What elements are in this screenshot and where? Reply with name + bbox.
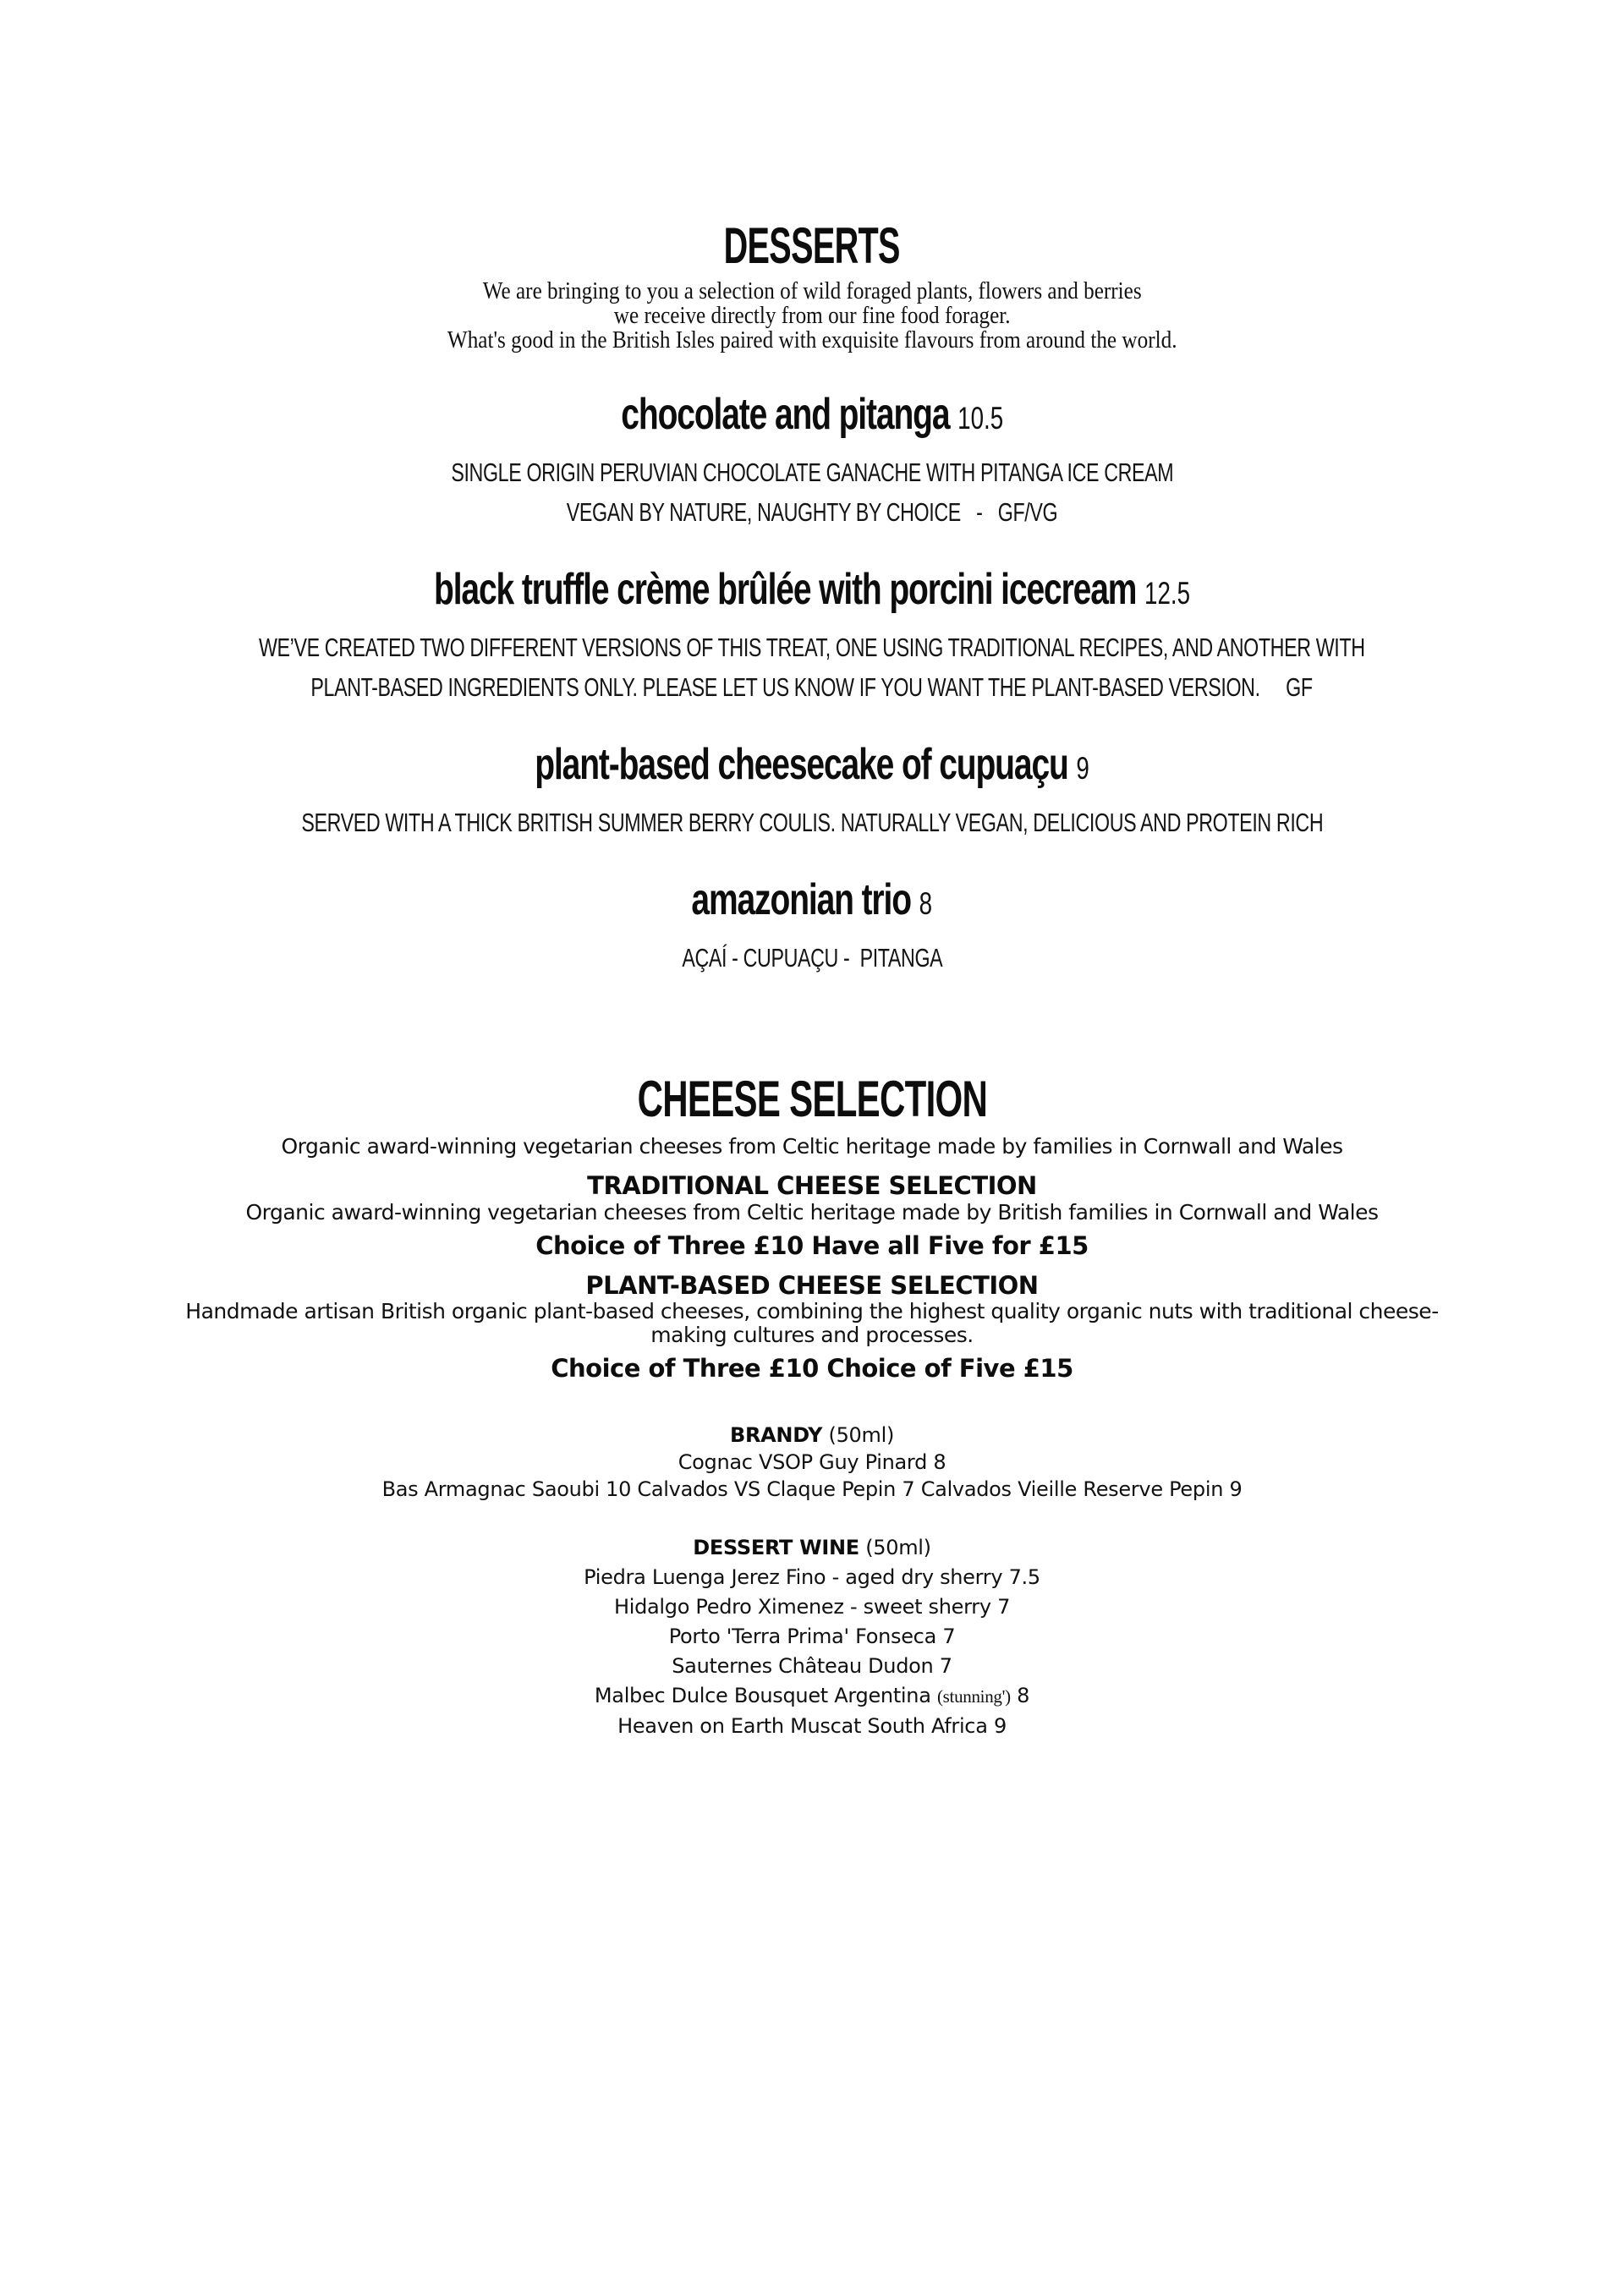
menu-intro bbox=[0, 279, 1624, 353]
dish-plant-based-cheesecake bbox=[0, 742, 1624, 845]
dessert-wine-heading-row bbox=[0, 1533, 1624, 1563]
brandy-heading-row bbox=[0, 1422, 1624, 1449]
wine-item-malbec bbox=[0, 1681, 1624, 1712]
dish-title-row bbox=[0, 742, 1624, 798]
dish-description-line: VEGAN BY NATURE, NAUGHTY BY CHOICE - GF/VG bbox=[566, 497, 1058, 527]
dish-chocolate-and-pitanga bbox=[0, 392, 1624, 534]
brandy-item: Bas Armagnac Saoubi 10 Calvados VS Claque Pepin 7 Calvados Vieille Reserve Pepin 9 bbox=[381, 1477, 1243, 1501]
dish-description-line: AÇAÍ - CUPUAÇU - PITANGA bbox=[682, 943, 942, 973]
dish-name: chocolate and pitanga bbox=[621, 390, 950, 439]
dish-price: 8 bbox=[919, 886, 933, 921]
plant-based-cheese-description: Handmade artisan British organic plant-based cheeses, combining the highest quality organic nuts with traditional cheese-making cultures and processes. bbox=[185, 1299, 1439, 1347]
plant-based-cheese-block bbox=[0, 1272, 1624, 1383]
traditional-cheese-description: Organic award-winning vegetarian cheeses from Celtic heritage made by British families in Cornwall and Wales bbox=[245, 1200, 1379, 1225]
dish-description-line: SINGLE ORIGIN PERUVIAN CHOCOLATE GANACHE WITH PITANGA ICE CREAM bbox=[451, 458, 1173, 487]
dish-title-row bbox=[0, 392, 1624, 448]
cheese-section bbox=[0, 1071, 1624, 1383]
dish-description bbox=[0, 630, 1624, 710]
dish-description-line: PLANT-BASED INGREDIENTS ONLY. PLEASE LET US KNOW IF YOU WANT THE PLANT-BASED VERSION. GF bbox=[310, 672, 1314, 702]
brandy-size-note: (50ml) bbox=[828, 1423, 895, 1447]
dish-title bbox=[621, 392, 1003, 441]
intro-line-3: What's good in the British Isles paired with exquisite flavours from around the world. bbox=[447, 327, 1177, 353]
wine-item-text: Malbec Dulce Bousquet Argentina bbox=[594, 1684, 931, 1707]
dish-name: black truffle crème brûlée with porcini icecream bbox=[433, 565, 1137, 614]
brandy-item: Cognac VSOP Guy Pinard 8 bbox=[678, 1450, 946, 1474]
dish-price: 10.5 bbox=[957, 401, 1003, 436]
dish-price: 12.5 bbox=[1144, 576, 1191, 611]
plant-based-cheese-heading: PLANT-BASED CHEESE SELECTION bbox=[585, 1271, 1039, 1300]
wine-item-price: 8 bbox=[1017, 1684, 1030, 1707]
dish-title bbox=[434, 567, 1190, 616]
wine-item: Sauternes Château Dudon 7 bbox=[672, 1654, 952, 1678]
page-title: DESSERTS bbox=[723, 217, 901, 274]
intro-line-1: We are bringing to you a selection of wild foraged plants, flowers and berries bbox=[482, 278, 1142, 304]
plant-based-cheese-pricing: Choice of Three £10 Choice of Five £15 bbox=[551, 1354, 1073, 1383]
wine-item: Piedra Luenga Jerez Fino - aged dry sherry 7.5 bbox=[584, 1565, 1040, 1589]
cheese-section-title: CHEESE SELECTION bbox=[637, 1071, 987, 1127]
traditional-cheese-heading: TRADITIONAL CHEESE SELECTION bbox=[587, 1171, 1037, 1200]
cheese-section-subtitle: Organic award-winning vegetarian cheeses from Celtic heritage made by families in Cornwall and Wales bbox=[281, 1134, 1343, 1159]
traditional-cheese-pricing: Choice of Three £10 Have all Five for £15 bbox=[535, 1231, 1089, 1260]
page-title-row bbox=[0, 217, 1624, 274]
dessert-wine-group bbox=[0, 1533, 1624, 1741]
dish-title bbox=[692, 877, 933, 927]
intro-line-2: we receive directly from our fine food forager. bbox=[613, 303, 1011, 329]
wine-item: Porto 'Terra Prima' Fonseca 7 bbox=[668, 1625, 956, 1648]
dish-description-line: WE’VE CREATED TWO DIFFERENT VERSIONS OF THIS TREAT, ONE USING TRADITIONAL RECIPES, AND ANOTHER WITH bbox=[259, 633, 1365, 662]
dish-title-row bbox=[0, 567, 1624, 623]
dish-black-truffle-creme-brulee bbox=[0, 567, 1624, 710]
dish-price: 9 bbox=[1076, 751, 1089, 786]
wine-item: Hidalgo Pedro Ximenez - sweet sherry 7 bbox=[613, 1595, 1011, 1619]
menu-header bbox=[0, 217, 1624, 353]
brandy-heading: BRANDY bbox=[729, 1423, 823, 1447]
dish-description bbox=[0, 455, 1624, 534]
dish-title-row bbox=[0, 877, 1624, 934]
traditional-cheese-block bbox=[0, 1172, 1624, 1260]
dish-name: amazonian trio bbox=[691, 875, 912, 924]
dessert-wine-heading: DESSERT WINE bbox=[693, 1536, 859, 1559]
dish-description-line: SERVED WITH A THICK BRITISH SUMMER BERRY COULIS. NATURALLY VEGAN, DELICIOUS AND PROTEIN RICH bbox=[301, 808, 1323, 837]
dessert-wine-size-note: (50ml) bbox=[865, 1536, 931, 1559]
menu-intro-text bbox=[447, 279, 1177, 353]
desserts-section bbox=[0, 392, 1624, 980]
dish-description bbox=[0, 940, 1624, 980]
dish-name: plant-based cheesecake of cupuaçu bbox=[535, 740, 1068, 789]
wine-item-note: (stunning') bbox=[936, 1686, 1011, 1707]
dish-description bbox=[0, 805, 1624, 845]
brandy-group bbox=[0, 1422, 1624, 1503]
drinks-section bbox=[0, 1422, 1624, 1741]
dish-amazonian-trio bbox=[0, 877, 1624, 980]
dish-title bbox=[535, 742, 1089, 792]
cheese-title-row bbox=[0, 1071, 1624, 1133]
wine-item: Heaven on Earth Muscat South Africa 9 bbox=[617, 1714, 1007, 1738]
